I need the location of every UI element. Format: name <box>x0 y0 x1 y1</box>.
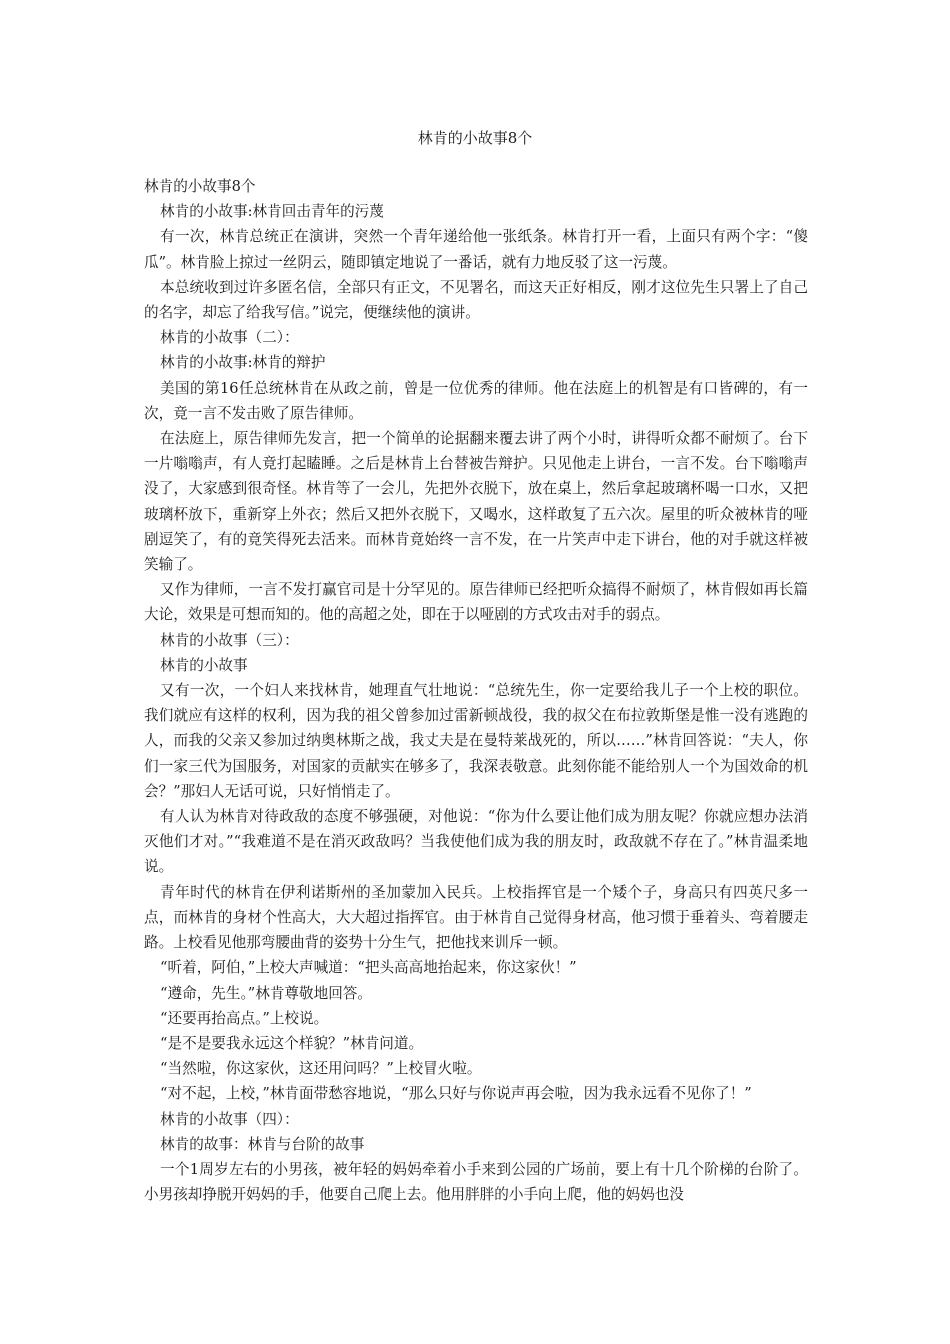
paragraph: 在法庭上，原告律师先发言，把一个简单的论据翻来覆去讲了两个小时，讲得听众都不耐烦了。台下一片嗡嗡声，有人竟打起瞌睡。之后是林肯上台替被告辩护。只见他走上讲台，一言不发。台下嗡嗡声没了，大家感到很奇怪。林肯等了一会儿，先把外衣脱下，放在桌上，然后拿起玻璃杯喝一口水，又把玻璃杯放下，重新穿上外衣；然后又把外衣脱下，又喝水，这样敢复了五六次。屋里的听众被林肯的哑剧逗笑了，有的竟笑得死去活来。而林肯竟始终一言不发，在一片笑声中走下讲台，他的对手就这样被笑输了。 <box>144 430 808 574</box>
paragraph: 林肯的小故事8个 <box>144 178 256 195</box>
paragraph: 本总统收到过许多匿名信，全部只有正文，不见署名，而这天正好相反，刚才这位先生只署上了自己的名字，却忘了给我写信。”说完，便继续他的演讲。 <box>144 278 808 322</box>
paragraph: 有人认为林肯对待政敌的态度不够强硬，对他说：“你为什么要让他们成为朋友呢？你就应想办法消灭他们才对。”“我难道不是在消灭政敌吗？当我使他们成为我的朋友时，政敌就不存在了。”林肯温柔地说。 <box>144 808 808 876</box>
paragraph: 林肯的小故事（二）： <box>160 329 299 347</box>
paragraph: “是不是要我永远这个样貌？”林肯问道。 <box>160 1034 424 1052</box>
paragraph: 有一次，林肯总统正在演讲，突然一个青年递给他一张纸条。林肯打开一看，上面只有两个字：“傻瓜”。林肯脸上掠过一丝阴云，随即镇定地说了一番话，就有力地反驳了这一污蔑。 <box>144 228 808 271</box>
document-body <box>144 174 808 1207</box>
paragraph: “还要再抬高点。”上校说。 <box>160 1009 329 1027</box>
paragraph: 林肯的小故事 <box>160 656 248 674</box>
document-title: 林肯的小故事8个 <box>417 129 533 147</box>
paragraph: 青年时代的林肯在伊利诺斯州的圣加蒙加入民兵。上校指挥官是一个矮个子，身高只有四英尺多一点，而林肯的身材个性高大，大大超过指挥官。由于林肯自己觉得身材高，他习惯于垂着头、弯着腰走路。上校看见他那弯腰曲背的姿势十分生气，把他找来训斥一顿。 <box>144 883 808 952</box>
paragraph: 林肯的小故事:林肯回击青年的污蔑 <box>160 203 384 221</box>
paragraph: 林肯的小故事（四）： <box>160 1110 299 1128</box>
paragraph: 林肯的小故事（三）： <box>160 631 299 649</box>
paragraph: “对不起，上校，”林肯面带愁容地说，“那么只好与你说声再会啦，因为我永远看不见你了！” <box>160 1085 752 1103</box>
paragraph: “遵命，先生。”林肯尊敬地回答。 <box>160 984 372 1002</box>
paragraph: 林肯的小故事:林肯的辩护 <box>160 354 326 372</box>
paragraph: “听着，阿伯，”上校大声喊道：“把头高高地抬起来，你这家伙！” <box>160 959 577 977</box>
paragraph: “当然啦，你这家伙，这还用问吗？”上校冒火啦。 <box>160 1060 482 1078</box>
paragraph: 美国的第16任总统林肯在从政之前，曾是一位优秀的律师。他在法庭上的机智是有口皆碑的，有一次，竟一言不发击败了原告律师。 <box>144 379 808 422</box>
paragraph: 又作为律师，一言不发打赢官司是十分罕见的。原告律师已经把听众搞得不耐烦了，林肯假如再长篇大论，效果是可想而知的。他的高超之处，即在于以哑剧的方式攻击对手的弱点。 <box>144 581 808 624</box>
paragraph: 又有一次，一个妇人来找林肯，她理直气壮地说：“总统先生，你一定要给我儿子一个上校的职位。我们就应有这样的权利，因为我的祖父曾参加过雷新顿战役，我的叔父在布拉敦斯堡是惟一没有逃跑的人，而我的父亲又参加过纳奥林斯之战，我丈夫是在曼特莱战死的，所以……”林肯回答说：“夫人，你们一家三代为国服务，对国家的贡献实在够多了，我深表敬意。此刻你能不能给别人一个为国效命的机会？”那妇人无话可说，只好悄悄走了。 <box>144 682 808 800</box>
paragraph: 林肯的故事：林肯与台阶的故事 <box>160 1135 365 1153</box>
paragraph: 一个1周岁左右的小男孩，被年轻的妈妈牵着小手来到公园的广场前，要上有十几个阶梯的台阶了。小男孩却挣脱开妈妈的手，他要自己爬上去。他用胖胖的小手向上爬，他的妈妈也没 <box>144 1160 808 1204</box>
